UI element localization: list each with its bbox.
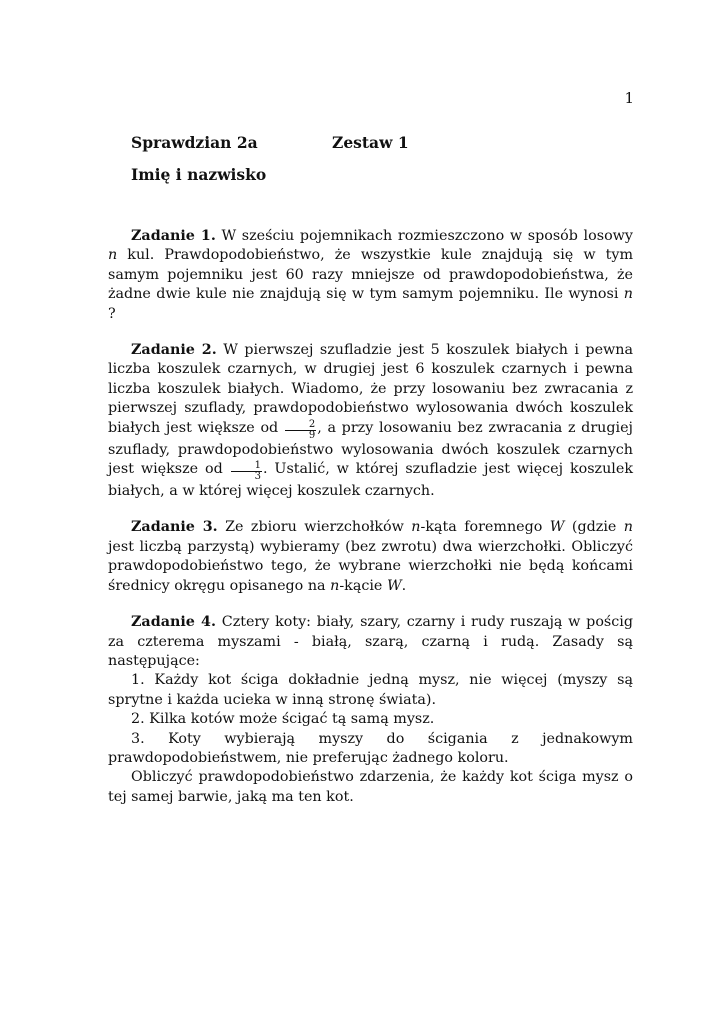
- student-name-label: Imię i nazwisko: [131, 165, 267, 184]
- rule-item: 2. Kilka kotów może ścigać tą samą mysz.: [131, 711, 435, 728]
- math-variable: n: [108, 247, 118, 264]
- task-title: Zadanie 3.: [131, 519, 218, 536]
- task-text: ?: [108, 305, 116, 322]
- task-text: Cztery koty: biały, szary, czarny i rudy ruszają w pościg za czterema myszami - białą, szarą, czarną i rudą. Zasady są następujące:: [108, 614, 633, 669]
- task-question: Obliczyć prawdopodobieństwo zdarzenia, że każdy kot ściga mysz o tej samej barwie, jaką ma ten kot.: [108, 769, 633, 805]
- tasks-section: [108, 227, 633, 824]
- math-variable: n: [411, 519, 421, 536]
- task-2: [108, 341, 633, 501]
- fraction-numerator: 1: [231, 461, 262, 472]
- rule-item: 3. Koty wybierają myszy do ścigania z jednakowym prawdopodobieństwem, nie preferując żadnego koloru.: [108, 730, 633, 766]
- task-text: , a przy losowaniu bez zwracania z drugiej szuflady, prawdopodobieństwo wylosowania dwóch koszulek czarnych jest większe od: [108, 419, 633, 478]
- task-1: [108, 227, 633, 324]
- task-text: Ze zbioru wierzchołków: [225, 519, 412, 536]
- task-title: Zadanie 4.: [131, 614, 216, 631]
- fraction-denominator: 3: [254, 471, 261, 483]
- page-number: 1: [624, 89, 634, 107]
- task-text: .: [401, 577, 407, 594]
- math-variable: n: [623, 519, 634, 536]
- math-variable: n: [330, 577, 340, 594]
- task-title: Zadanie 2.: [131, 342, 217, 359]
- fraction: [285, 420, 316, 441]
- task-text: -kącie: [339, 577, 387, 594]
- test-title: Sprawdzian 2a: [131, 133, 258, 152]
- task-4: [108, 613, 633, 807]
- task-text: jest liczbą parzystą) wybieramy (bez zwrotu) dwa wierzchołki. Obliczyć prawdopodobieństwo tego, że wybrane wierzchołki nie będą końcami średnicy okręgu opisanego na: [108, 538, 633, 594]
- task-text: W sześciu pojemnikach rozmieszczono w sposób losowy: [221, 228, 633, 244]
- task-text: kul. Prawdopodobieństwo, że wszystkie kule znajdują się w tym samym pojemniku jest 60 razy mniejsze od prawdopodobieństwa, że żadne dwie kule nie znajdują się w tym samym pojemniku. Ile wynosi: [108, 247, 633, 303]
- task-3: [108, 518, 633, 596]
- math-variable: n: [623, 286, 633, 303]
- task-text: . Ustalić, w której szufladzie jest więcej koszulek białych, a w której więcej koszulek czarnych.: [108, 461, 633, 500]
- fraction-numerator: 2: [285, 420, 316, 431]
- fraction-denominator: 9: [308, 429, 316, 441]
- fraction: [231, 461, 262, 482]
- math-variable: W: [386, 577, 402, 594]
- task-text: -kąta foremnego: [420, 519, 550, 536]
- test-header: [131, 133, 409, 155]
- task-text: W pierwszej szufladzie jest 5 koszulek białych i pewna liczba koszulek czarnych, w drugiej jest 6 koszulek czarnych i pewna liczba koszulek białych. Wiadomo, że przy losowaniu bez zwracania z pierwszej szuflady, prawdopodobieństwo wylosowania dwóch koszulek białych jest większe od: [108, 342, 634, 436]
- math-variable: W: [549, 519, 565, 536]
- rule-item: 1. Każdy kot ściga dokładnie jedną mysz, nie więcej (myszy są sprytne i każda ucieka w inną stronę świata).: [108, 672, 633, 708]
- test-set: Zestaw 1: [332, 133, 409, 152]
- task-text: (gdzie: [564, 519, 624, 536]
- task-title: Zadanie 1.: [131, 228, 216, 244]
